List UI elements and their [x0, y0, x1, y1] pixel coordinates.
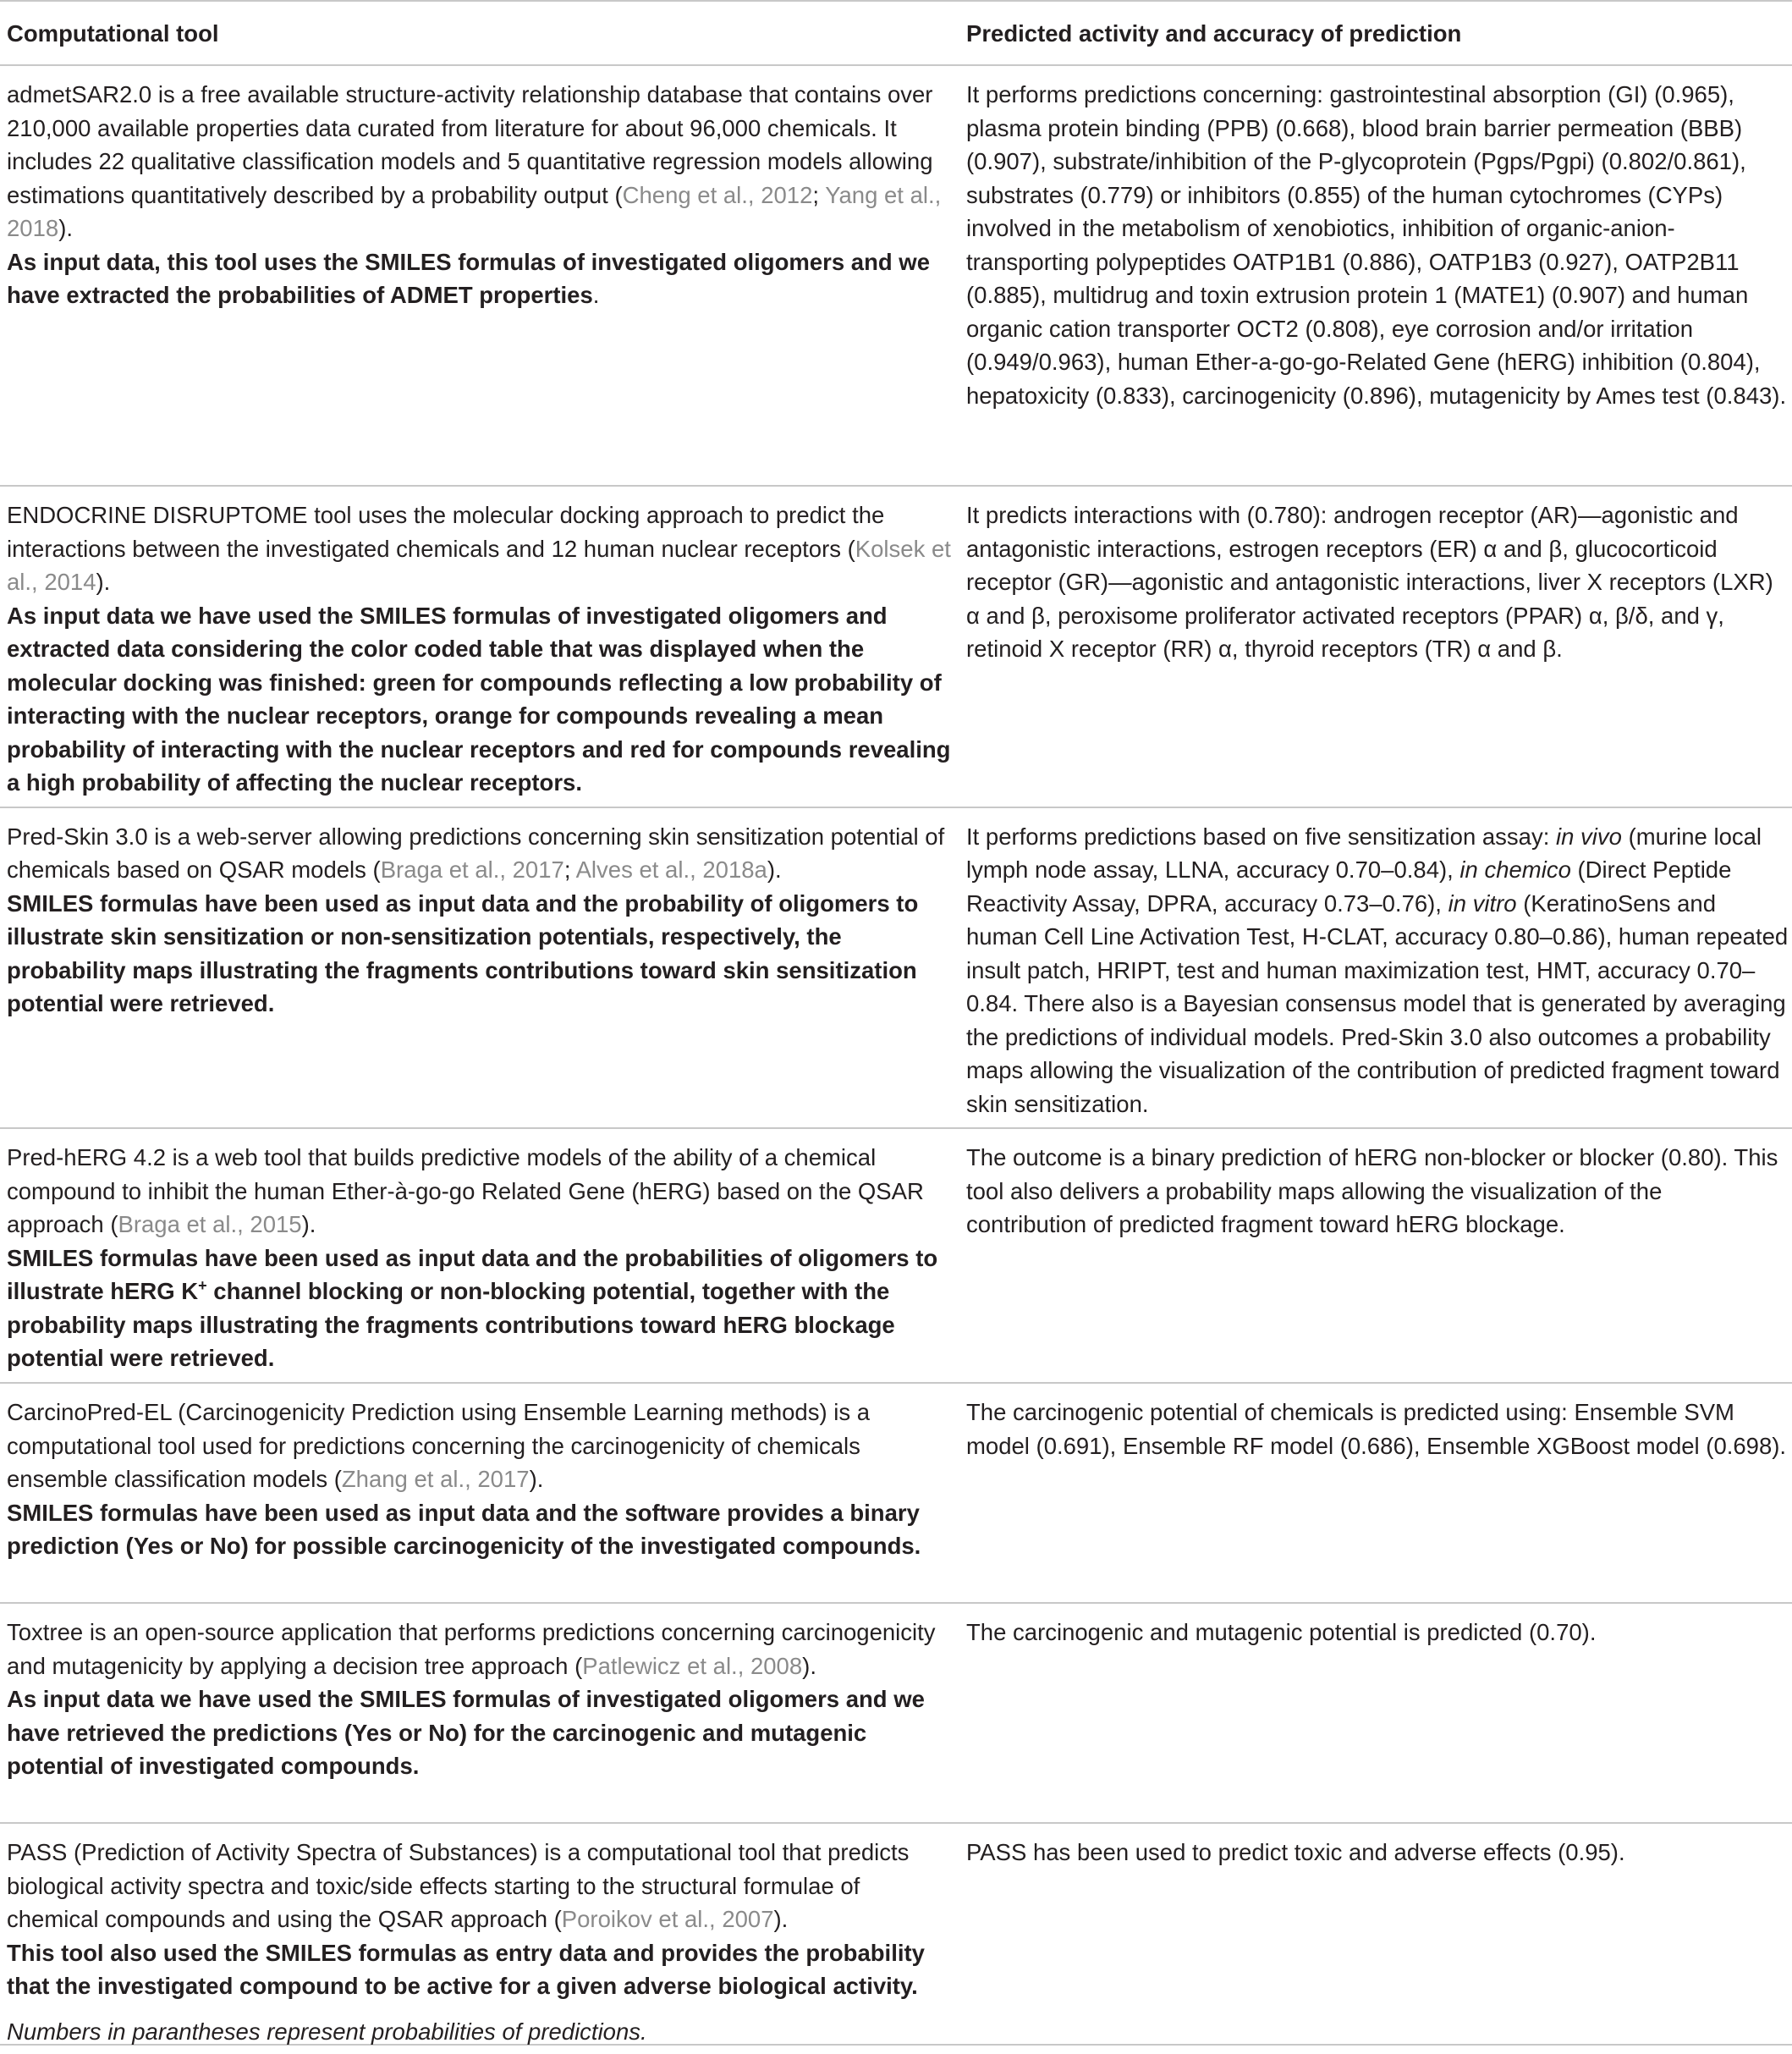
- input-data-note: As input data, this tool uses the SMILES formulas of investigated oligomers and we have extracted the probabilities of ADMET properties.: [7, 248, 930, 308]
- activity-cell: It performs predictions concerning: gastrointestinal absorption (GI) (0.965), plasma protein binding (PPB) (0.668), blood brain barrier permeation (BBB) (0.907), substrate/inhibition of the P-glycoprotein (Pgps/Pgpi) (0.802/0.861), substrates (0.779) or inhibitors (0.855) of the human cytochromes (CYPs) involved in the metabolism of xenobiotics, inhibition of organic-anion-transporting polypeptides OATP1B1 (0.886), OATP1B3 (0.927), OATP2B11 (0.885), multidrug and toxin extrusion protein 1 (MATE1) (0.907) and human organic cation transporter OCT2 (0.808), eye corrosion and/or irritation (0.949/0.963), human Ether-a-go-go-Related Gene (hERG) inhibition (0.804), hepatoxicity (0.833), carcinogenicity (0.896), mutagenicity by Ames test (0.843).: [966, 81, 1787, 409]
- table-row: [0, 1383, 1792, 1603]
- table-row: [0, 1128, 1792, 1383]
- reference-link[interactable]: Zhang et al., 2017: [341, 1466, 530, 1492]
- header-predicted-activity: Predicted activity and accuracy of prediction: [966, 20, 1462, 47]
- table-row: [0, 1603, 1792, 1823]
- tool-cell: [0, 65, 959, 486]
- input-data-note: This tool also used the SMILES formulas as entry data and provides the probability that the investigated compound to be active for a given adverse biological activity.: [7, 1939, 925, 1999]
- activity-cell: It performs predictions based on five sensitization assay: in vivo (murine local lymph node assay, LLNA, accuracy 0.70–0.84), in chemico (Direct Peptide Reactivity Assay, DPRA, accuracy 0.73–0.76), in vitro (KeratinoSens and human Cell Line Activation Test, H-CLAT, accuracy 0.80–0.86), human repeated insult patch, HRIPT, test and human maximization test, HMT, accuracy 0.70–0.84. There also is a Bayesian consensus model that is generated by averaging the predictions of individual models. Pred-Skin 3.0 also outcomes a probability maps allowing the visualization of the contribution of predicted fragment toward skin sensitization.: [966, 823, 1789, 1117]
- table-row: [0, 486, 1792, 807]
- reference-link[interactable]: Kolsek et al., 2014: [7, 535, 951, 595]
- activity-cell: It predicts interactions with (0.780): androgen receptor (AR)—agonistic and antagonistic interactions, estrogen receptors (ER) α and β, glucocorticoid receptor (GR)—agonistic and antagonistic interactions, liver X receptors (LXR) α and β, peroxisome proliferator activated receptors (PPAR) α, β/δ, and γ, retinoid X receptor (RR) α, thyroid receptors (TR) α and β.: [966, 502, 1773, 662]
- tool-description: CarcinoPred-EL (Carcinogenicity Prediction using Ensemble Learning methods) is a computational tool used for predictions concerning the carcinogenicity of chemicals ensemble classification models (Zhang et al., 2017).: [7, 1399, 871, 1492]
- tool-cell: [0, 807, 959, 1129]
- input-data-note: As input data we have used the SMILES formulas of investigated oligomers and extracted data considering the color coded table that was displayed when the molecular docking was finished: green for compounds reflecting a low probability of interacting with the nuclear receptors, orange for compounds revealing a mean probability of interacting with the nuclear receptors and red for compounds revealing a high probability of affecting the nuclear receptors.: [7, 602, 951, 796]
- tool-cell: [0, 486, 959, 807]
- input-data-note: SMILES formulas have been used as input data and the probabilities of oligomers to illustrate hERG K+ channel blocking or non-blocking potential, together with the probability maps illustrating the fragments contributions toward hERG blockage potential were retrieved.: [7, 1244, 938, 1371]
- tool-description: Toxtree is an open-source application that performs predictions concerning carcinogenicity and mutagenicity by applying a decision tree approach (Patlewicz et al., 2008).: [7, 1619, 936, 1679]
- input-data-note: SMILES formulas have been used as input data and the probability of oligomers to illustrate skin sensitization or non-sensitization potentials, respectively, the probability maps illustrating the fragments contributions toward skin sensitization potential were retrieved.: [7, 889, 919, 1016]
- table-row: [0, 807, 1792, 1129]
- tool-cell: [0, 1383, 959, 1603]
- input-data-note: As input data we have used the SMILES formulas of investigated oligomers and we have retrieved the predictions (Yes or No) for the carcinogenic and mutagenic potential of investigated compounds.: [7, 1686, 925, 1779]
- tool-description: Pred-Skin 3.0 is a web-server allowing predictions concerning skin sensitization potential of chemicals based on QSAR models (Braga et al., 2017; Alves et al., 2018a).: [7, 823, 945, 883]
- table-row: [0, 65, 1792, 486]
- tool-description: admetSAR2.0 is a free available structure-activity relationship database that contains over 210,000 available properties data curated from literature for about 96,000 chemicals. It includes 22 qualitative classification models and 5 quantitative regression models allowing estimations quantitatively described by a probability output (Cheng et al., 2012; Yang et al., 2018).: [7, 81, 942, 241]
- activity-cell: The outcome is a binary prediction of hERG non-blocker or blocker (0.80). This tool also delivers a probability maps allowing the visualization of the contribution of predicted fragment toward hERG blockage.: [966, 1144, 1778, 1237]
- reference-link[interactable]: Yang et al., 2018: [7, 181, 942, 241]
- tool-description: Pred-hERG 4.2 is a web tool that builds predictive models of the ability of a chemical compound to inhibit the human Ether-à-go-go Related Gene (hERG) based on the QSAR approach (Braga et al., 2015).: [7, 1144, 924, 1237]
- activity-cell: PASS has been used to predict toxic and adverse effects (0.95).: [966, 1839, 1625, 1865]
- header-computational-tool: Computational tool: [7, 20, 219, 47]
- tool-cell: [0, 1128, 959, 1383]
- activity-cell: The carcinogenic and mutagenic potential is predicted (0.70).: [966, 1619, 1597, 1645]
- reference-link[interactable]: Alves et al., 2018a: [575, 856, 767, 883]
- tool-cell: [0, 1603, 959, 1823]
- reference-link[interactable]: Cheng et al., 2012: [622, 181, 813, 208]
- reference-link[interactable]: Braga et al., 2015: [118, 1211, 302, 1237]
- tool-description: PASS (Prediction of Activity Spectra of Substances) is a computational tool that predicts biological activity spectra and toxic/side effects starting to the structural formulae of chemical compounds and using the QSAR approach (Poroikov et al., 2007).: [7, 1839, 910, 1932]
- table-footnote: Numbers in parantheses represent probabilities of predictions.: [7, 2018, 647, 2045]
- reference-link[interactable]: Poroikov et al., 2007: [561, 1906, 774, 1932]
- tool-description: ENDOCRINE DISRUPTOME tool uses the molecular docking approach to predict the interactions between the investigated chemicals and 12 human nuclear receptors (Kolsek et al., 2014).: [7, 502, 951, 595]
- reference-link[interactable]: Braga et al., 2017: [380, 856, 564, 883]
- reference-link[interactable]: Patlewicz et al., 2008: [582, 1652, 803, 1679]
- tool-cell: [0, 1823, 959, 2045]
- activity-cell: The carcinogenic potential of chemicals is predicted using: Ensemble SVM model (0.691), Ensemble RF model (0.686), Ensemble XGBoost model (0.698).: [966, 1399, 1787, 1459]
- input-data-note: SMILES formulas have been used as input data and the software provides a binary prediction (Yes or No) for possible carcinogenicity of the investigated compounds.: [7, 1499, 921, 1559]
- table-row: [0, 1823, 1792, 2045]
- header-row: [0, 1, 1792, 65]
